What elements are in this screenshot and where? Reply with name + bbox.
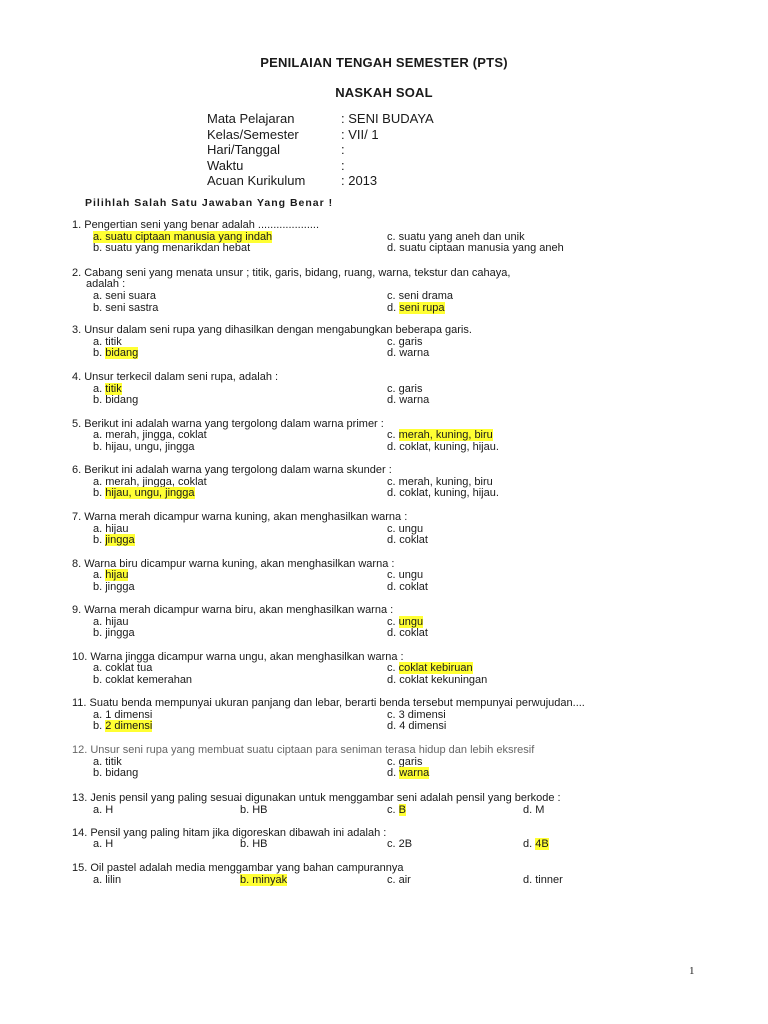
question-text: 11. Suatu benda mempunyai ukuran panjang dan lebar, berarti benda tersebut mempunyai perwujudan....	[72, 697, 585, 709]
option-c-letter: c.	[387, 429, 399, 442]
question-text: 5. Berikut ini adalah warna yang tergolong dalam warna primer :	[72, 417, 384, 430]
option-b-letter: b.	[93, 487, 106, 500]
option-c: ungu	[398, 615, 424, 628]
option-c: c. ungu	[387, 569, 424, 582]
question-text: 14. Pensil yang paling hitam jika digoreskan dibawah ini adalah :	[72, 826, 387, 839]
option-d: d. coklat, kuning, hijau.	[387, 440, 499, 453]
exam-info	[207, 111, 434, 189]
option-b: b. coklat kemerahan	[93, 673, 193, 686]
option-d: d. tinner	[523, 873, 563, 886]
option-a: a. H	[93, 838, 114, 851]
option-a: a. merah, jingga, coklat	[93, 429, 207, 442]
option-b: b. bidang	[93, 767, 139, 780]
option-b: b. jingga	[93, 580, 135, 593]
question-6	[72, 464, 499, 500]
option-d: d. suatu ciptaan manusia yang aneh	[387, 242, 564, 255]
option-d: d. coklat kekuningan	[387, 673, 488, 686]
question-1	[72, 219, 564, 255]
meta-value: : 2013	[341, 173, 378, 188]
option-a-letter: a.	[93, 569, 106, 582]
meta-row	[207, 111, 434, 127]
option-d: d. warna	[387, 394, 430, 407]
question-14	[72, 826, 549, 851]
option-a-letter: a.	[93, 382, 106, 395]
option-b: b. HB	[240, 803, 268, 816]
option-b-letter: b.	[93, 720, 106, 733]
option-c: c. ungu	[387, 522, 424, 535]
option-a: titik	[105, 382, 122, 395]
option-c: c. seni drama	[387, 289, 454, 302]
option-c-letter: c.	[387, 615, 399, 628]
option-a: a. lilin	[93, 873, 122, 886]
question-text: 9. Warna merah dicampur warna biru, akan menghasilkan warna :	[72, 604, 394, 616]
option-c: B	[398, 803, 406, 816]
question-text: 1. Pengertian seni yang benar adalah ....................	[72, 219, 320, 231]
question-text: 7. Warna merah dicampur warna kuning, akan menghasilkan warna :	[72, 511, 408, 523]
meta-label: Acuan Kurikulum	[207, 173, 306, 188]
option-b: b. bidang	[93, 394, 139, 407]
option-d: d. coklat	[387, 534, 428, 547]
question-11	[72, 698, 585, 733]
option-c: c. merah, kuning, biru	[387, 475, 493, 488]
option-d: d. coklat	[387, 580, 428, 593]
option-a: a. hijau	[93, 615, 129, 628]
meta-value: :	[341, 142, 345, 157]
question-text: 13. Jenis pensil yang paling sesuai digunakan untuk menggambar seni adalah pensil yang berkode :	[72, 792, 561, 804]
option-d: d. 4 dimensi	[387, 720, 447, 733]
meta-row	[207, 173, 434, 189]
option-a: a. merah, jingga, coklat	[93, 475, 207, 488]
meta-row	[207, 142, 434, 158]
option-a: a. H	[93, 803, 114, 816]
question-text-cont: adalah :	[86, 278, 126, 291]
option-b: b. seni sastra	[93, 301, 159, 314]
question-7	[72, 511, 428, 547]
option-a: a. hijau	[93, 522, 129, 535]
option-d-letter: d.	[523, 838, 536, 851]
meta-row	[207, 158, 434, 174]
option-b: bidang	[105, 347, 139, 360]
meta-label: Kelas/Semester	[207, 126, 299, 142]
option-a: a. 1 dimensi	[93, 708, 153, 721]
question-text: 10. Warna jingga dicampur warna ungu, akan menghasilkan warna :	[72, 650, 404, 663]
option-c-letter: c.	[387, 662, 399, 675]
option-d-letter: d.	[387, 301, 400, 314]
option-c: c. garis	[387, 335, 423, 348]
option-a: a. seni suara	[93, 289, 156, 302]
question-text: 6. Berikut ini adalah warna yang tergolong dalam warna skunder :	[72, 464, 392, 476]
question-text: 3. Unsur dalam seni rupa yang dihasilkan dengan mengabungkan beberapa garis.	[72, 324, 472, 336]
option-d: seni rupa	[399, 301, 445, 314]
question-text: 4. Unsur terkecil dalam seni rupa, adalah :	[72, 371, 279, 383]
option-c: c. suatu yang aneh dan unik	[387, 230, 525, 243]
option-c: c. 2B	[387, 838, 413, 851]
meta-value: : SENI BUDAYA	[341, 111, 434, 126]
option-b: 2 dimensi	[105, 720, 153, 733]
option-b: b. hijau, ungu, jingga	[93, 440, 195, 453]
question-4	[72, 371, 430, 407]
meta-value: :	[341, 157, 345, 173]
option-d-letter: d.	[387, 767, 400, 780]
option-b: b. suatu yang menarikdan hebat	[93, 242, 251, 255]
meta-label: Waktu	[207, 157, 244, 173]
option-c: c. garis	[387, 755, 423, 768]
meta-label: Hari/Tanggal	[207, 142, 280, 157]
page-title: PENILAIAN TENGAH SEMESTER (PTS)	[260, 55, 508, 70]
option-c-letter: c.	[387, 803, 399, 816]
question-5	[72, 417, 499, 454]
question-3	[72, 325, 472, 360]
question-15	[72, 862, 563, 886]
question-10	[72, 650, 488, 687]
option-b: b. minyak	[240, 873, 288, 886]
meta-value: : VII/ 1	[341, 126, 379, 142]
option-a: a. titik	[93, 755, 122, 768]
option-d: warna	[399, 767, 430, 780]
question-text: 2. Cabang seni yang menata unsur ; titik, garis, bidang, ruang, warna, tekstur dan cahaya,	[72, 266, 511, 279]
option-c: merah, kuning, biru	[398, 429, 493, 442]
option-c: coklat kebiruan	[398, 662, 473, 675]
option-a: a. suatu ciptaan manusia yang indah	[93, 230, 273, 243]
question-13	[72, 793, 561, 816]
question-text: 8. Warna biru dicampur warna kuning, akan menghasilkan warna :	[72, 557, 395, 570]
option-a: hijau	[105, 569, 129, 582]
option-b: jingga	[105, 534, 135, 547]
option-a: a. coklat tua	[93, 662, 153, 675]
meta-label: Mata Pelajaran	[207, 111, 295, 126]
option-b: hijau, ungu, jingga	[105, 487, 195, 500]
option-b: b. HB	[240, 838, 268, 851]
meta-row	[207, 127, 434, 143]
page-number: 1	[689, 965, 695, 977]
option-c: c. 3 dimensi	[387, 708, 446, 721]
option-d: d. M	[523, 803, 545, 816]
option-b-letter: b.	[93, 347, 106, 360]
option-d: d. warna	[387, 347, 430, 360]
question-text: 12. Unsur seni rupa yang membuat suatu ciptaan para seniman terasa hidup dan lebih eksresif	[72, 744, 535, 756]
option-d: d. coklat	[387, 627, 428, 640]
question-12	[72, 745, 534, 780]
option-d: d. coklat, kuning, hijau.	[387, 487, 499, 500]
question-2	[72, 268, 510, 315]
question-9	[72, 604, 428, 640]
question-text: 15. Oil pastel adalah media menggambar yang bahan campurannya	[72, 862, 404, 874]
page-subtitle: NASKAH SOAL	[335, 85, 433, 100]
option-c: c. garis	[387, 382, 423, 395]
option-b-letter: b.	[93, 534, 106, 547]
option-a: a. titik	[93, 335, 122, 348]
option-c: c. air	[387, 873, 411, 886]
instruction: Pilihlah Salah Satu Jawaban Yang Benar !	[85, 197, 334, 209]
option-d: 4B	[535, 838, 549, 851]
question-8	[72, 557, 428, 594]
option-b: b. jingga	[93, 627, 135, 640]
